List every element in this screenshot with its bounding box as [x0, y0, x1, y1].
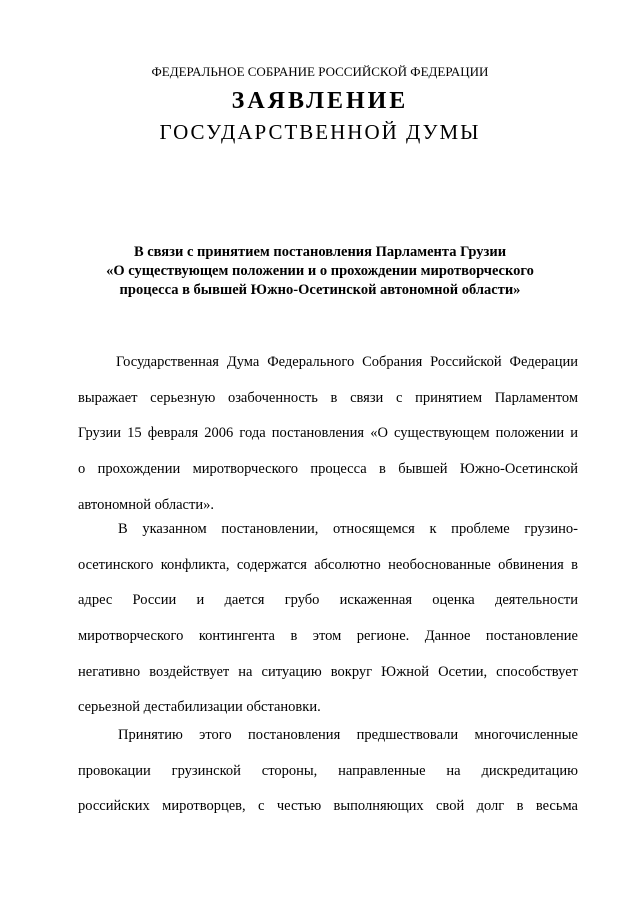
paragraph-1-line-3: Грузии 15 февраля 2006 года постановления «О существующем положении и: [78, 425, 578, 442]
issuer-title: ГОСУДАРСТВЕННОЙ ДУМЫ: [159, 120, 481, 144]
paragraph-3-line-3: российских миротворцев, с честью выполняющих свой долг в весьма: [78, 798, 578, 815]
paragraph-3-line-2: провокации грузинской стороны, направленные на дискредитацию: [78, 762, 578, 779]
paragraph-1: [78, 345, 578, 523]
paragraph-1-line-4: о прохождении миротворческого процесса в бывшей Южно-Осетинской: [78, 461, 578, 478]
paragraph-1-line-5: автономной области».: [78, 496, 214, 513]
paragraph-2-line-4: миротворческого контингента в этом регионе. Данное постановление: [78, 628, 578, 645]
organization-header: ФЕДЕРАЛЬНОЕ СОБРАНИЕ РОССИЙСКОЙ ФЕДЕРАЦИИ: [151, 64, 489, 79]
subject-line-2: «О существующем положении и о прохождении миротворческого: [106, 263, 534, 279]
paragraph-2-line-1: В указанном постановлении, относящемся к проблеме грузино-: [118, 521, 578, 537]
paragraph-3: [78, 718, 578, 825]
paragraph-2-line-3: адрес России и дается грубо искаженная оценка деятельности: [78, 592, 578, 609]
paragraph-1-line-2: выражает серьезную озабоченность в связи с принятием Парламентом: [78, 389, 578, 406]
paragraph-2: [78, 512, 578, 726]
paragraph-2-line-2: осетинского конфликта, содержатся абсолютно необоснованные обвинения в: [78, 556, 578, 573]
subject-line-1: В связи с принятием постановления Парламента Грузии: [133, 244, 507, 260]
subject-heading: [60, 243, 580, 300]
subject-line-3: процесса в бывшей Южно-Осетинской автономной области»: [119, 282, 521, 298]
document-type-title: ЗАЯВЛЕНИЕ: [231, 88, 409, 114]
paragraph-2-line-5: негативно воздействует на ситуацию вокруг Южной Осетии, способствует: [78, 663, 578, 680]
paragraph-3-line-1: Принятию этого постановления предшествовали многочисленные: [118, 727, 578, 743]
paragraph-1-line-1: Государственная Дума Федерального Собрания Российской Федерации: [116, 354, 578, 370]
paragraph-2-line-6: серьезной дестабилизации обстановки.: [78, 699, 321, 716]
